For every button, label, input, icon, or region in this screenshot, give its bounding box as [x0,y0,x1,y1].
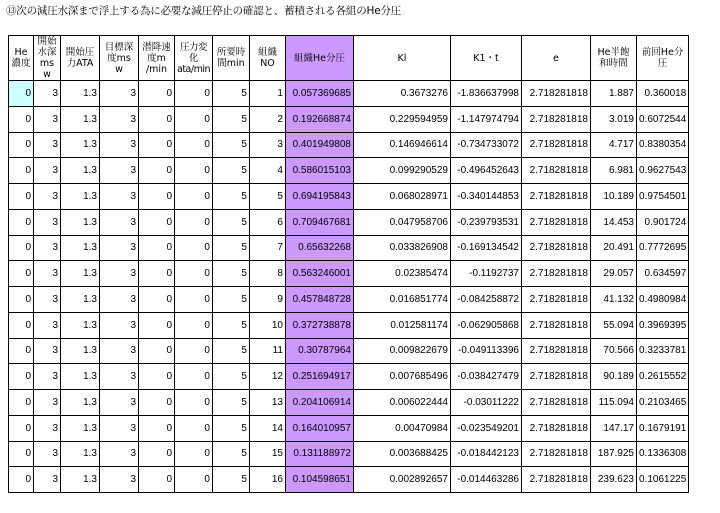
cell-pressure-change[interactable]: 0 [175,287,213,313]
cell-pressure-change[interactable]: 0 [175,364,213,390]
cell-he-concentration[interactable]: 0 [9,184,34,210]
cell-pressure-change[interactable]: 0 [175,312,213,338]
cell-start-pressure[interactable]: 1.3 [61,467,100,493]
cell-e[interactable]: 2.718281818 [521,287,590,313]
cell-descent-rate[interactable]: 0 [139,209,175,235]
cell-tissue-no[interactable]: 3 [249,132,285,158]
cell-he-concentration[interactable]: 0 [9,441,34,467]
cell-target-depth[interactable]: 3 [100,364,139,390]
cell-descent-rate[interactable]: 0 [139,415,175,441]
cell-start-pressure[interactable]: 1.3 [61,158,100,184]
cell-he-half-time[interactable]: 29.057 [590,261,636,287]
cell-descent-rate[interactable]: 0 [139,390,175,416]
cell-pressure-change[interactable]: 0 [175,209,213,235]
cell-he-half-time[interactable]: 147.17 [590,415,636,441]
cell-start-pressure[interactable]: 1.3 [61,209,100,235]
cell-he-half-time[interactable]: 6.981 [590,158,636,184]
cell-required-time[interactable]: 5 [212,132,249,158]
table-row [9,441,689,467]
col-header-start-pressure[interactable]: 開始圧力ATA [61,36,100,81]
cell-tissue-no[interactable]: 14 [249,415,285,441]
cell-tissue-no[interactable]: 15 [249,441,285,467]
cell-start-pressure[interactable]: 1.3 [61,287,100,313]
cell-start-pressure[interactable]: 1.3 [61,364,100,390]
cell-required-time[interactable]: 5 [212,415,249,441]
cell-start-depth[interactable]: 3 [34,467,61,493]
table-row [9,312,689,338]
cell-k1t[interactable]: -0.038427479 [450,364,521,390]
cell-he-concentration[interactable]: 0 [9,158,34,184]
cell-start-pressure[interactable]: 1.3 [61,81,100,107]
cell-k1t[interactable]: -0.340144853 [450,184,521,210]
cell-required-time[interactable]: 5 [212,364,249,390]
cell-he-concentration[interactable]: 0 [9,132,34,158]
cell-target-depth[interactable]: 3 [100,390,139,416]
cell-he-half-time[interactable]: 55.094 [590,312,636,338]
cell-tissue-he-pressure[interactable]: 0.057369685 [285,81,353,107]
cell-target-depth[interactable]: 3 [100,184,139,210]
cell-e[interactable]: 2.718281818 [521,312,590,338]
cell-tissue-no[interactable]: 13 [249,390,285,416]
col-header-tissue-he-pressure[interactable]: 組織He分圧 [285,36,353,81]
cell-k1t[interactable]: -0.049113396 [450,338,521,364]
table-row [9,106,689,132]
cell-start-depth[interactable]: 3 [34,312,61,338]
cell-target-depth[interactable]: 3 [100,81,139,107]
cell-e[interactable]: 2.718281818 [521,209,590,235]
cell-tissue-he-pressure[interactable]: 0.457848728 [285,287,353,313]
cell-e[interactable]: 2.718281818 [521,364,590,390]
cell-required-time[interactable]: 5 [212,441,249,467]
cell-e[interactable]: 2.718281818 [521,184,590,210]
cell-he-half-time[interactable]: 4.717 [590,132,636,158]
cell-start-depth[interactable]: 3 [34,390,61,416]
col-header-required-time[interactable]: 所要時間min [212,36,249,81]
cell-tissue-no[interactable]: 9 [249,287,285,313]
table-row [9,158,689,184]
cell-target-depth[interactable]: 3 [100,261,139,287]
cell-he-concentration[interactable]: 0 [9,467,34,493]
cell-target-depth[interactable]: 3 [100,312,139,338]
cell-previous-he-pressure[interactable]: 0.9627543 [636,158,688,184]
cell-e[interactable]: 2.718281818 [521,441,590,467]
cell-he-concentration[interactable]: 0 [9,287,34,313]
cell-tissue-he-pressure[interactable]: 0.192668874 [285,106,353,132]
cell-he-half-time[interactable]: 14.453 [590,209,636,235]
cell-previous-he-pressure[interactable]: 0.901724 [636,209,688,235]
cell-descent-rate[interactable]: 0 [139,132,175,158]
cell-tissue-he-pressure[interactable]: 0.30787964 [285,338,353,364]
cell-k1t[interactable]: -0.014463286 [450,467,521,493]
table-row [9,364,689,390]
cell-he-concentration[interactable]: 0 [9,261,34,287]
cell-pressure-change[interactable]: 0 [175,261,213,287]
cell-start-pressure[interactable]: 1.3 [61,312,100,338]
table-row [9,390,689,416]
cell-k1[interactable]: 0.003688425 [353,441,450,467]
table-row [9,235,689,261]
cell-descent-rate[interactable]: 0 [139,261,175,287]
cell-e[interactable]: 2.718281818 [521,415,590,441]
cell-k1t[interactable]: -1.836637998 [450,81,521,107]
cell-e[interactable]: 2.718281818 [521,132,590,158]
cell-k1[interactable]: 0.009822679 [353,338,450,364]
cell-start-pressure[interactable]: 1.3 [61,338,100,364]
cell-descent-rate[interactable]: 0 [139,184,175,210]
cell-descent-rate[interactable]: 0 [139,158,175,184]
cell-k1t[interactable]: -0.03011222 [450,390,521,416]
cell-previous-he-pressure[interactable]: 0.3969395 [636,312,688,338]
table-body [9,81,689,493]
cell-he-half-time[interactable]: 187.925 [590,441,636,467]
cell-tissue-he-pressure[interactable]: 0.709467681 [285,209,353,235]
cell-tissue-he-pressure[interactable]: 0.563246001 [285,261,353,287]
col-header-descent-rate[interactable]: 潜降速度m /min [139,36,175,81]
cell-tissue-he-pressure[interactable]: 0.586015103 [285,158,353,184]
table-row [9,184,689,210]
cell-start-depth[interactable]: 3 [34,364,61,390]
cell-tissue-he-pressure[interactable]: 0.251694917 [285,364,353,390]
table-row [9,81,689,107]
cell-target-depth[interactable]: 3 [100,132,139,158]
he-partial-pressure-table [8,35,689,493]
cell-k1t[interactable]: -0.1192737 [450,261,521,287]
cell-previous-he-pressure[interactable]: 0.7772695 [636,235,688,261]
cell-required-time[interactable]: 5 [212,184,249,210]
cell-start-depth[interactable]: 3 [34,158,61,184]
cell-target-depth[interactable]: 3 [100,106,139,132]
cell-pressure-change[interactable]: 0 [175,390,213,416]
cell-k1t[interactable]: -0.169134542 [450,235,521,261]
cell-previous-he-pressure[interactable]: 0.3233781 [636,338,688,364]
cell-e[interactable]: 2.718281818 [521,158,590,184]
cell-k1[interactable]: 0.00470984 [353,415,450,441]
cell-e[interactable]: 2.718281818 [521,81,590,107]
cell-start-depth[interactable]: 3 [34,235,61,261]
cell-pressure-change[interactable]: 0 [175,415,213,441]
cell-start-pressure[interactable]: 1.3 [61,132,100,158]
cell-he-concentration[interactable]: 0 [9,209,34,235]
cell-k1[interactable]: 0.146946614 [353,132,450,158]
cell-start-depth[interactable]: 3 [34,81,61,107]
cell-k1[interactable]: 0.012581174 [353,312,450,338]
cell-target-depth[interactable]: 3 [100,235,139,261]
table-row [9,209,689,235]
cell-descent-rate[interactable]: 0 [139,81,175,107]
cell-start-depth[interactable]: 3 [34,209,61,235]
cell-k1t[interactable]: -0.018442123 [450,441,521,467]
cell-previous-he-pressure[interactable]: 0.6072544 [636,106,688,132]
cell-k1[interactable]: 0.02385474 [353,261,450,287]
cell-start-depth[interactable]: 3 [34,441,61,467]
cell-tissue-he-pressure[interactable]: 0.131188972 [285,441,353,467]
cell-required-time[interactable]: 5 [212,209,249,235]
table-row [9,132,689,158]
col-header-he-half-time[interactable]: He半飽和時間 [590,36,636,81]
cell-pressure-change[interactable]: 0 [175,132,213,158]
cell-he-half-time[interactable]: 3.019 [590,106,636,132]
sheet-title: ⑬次の減圧水深まで浮上する為に必要な減圧停止の確認と、蓄積される各組のHe分圧 [6,5,402,17]
cell-tissue-no[interactable]: 10 [249,312,285,338]
cell-e[interactable]: 2.718281818 [521,338,590,364]
table-row [9,287,689,313]
cell-he-concentration[interactable]: 0 [9,81,34,107]
cell-k1[interactable]: 0.047958706 [353,209,450,235]
cell-previous-he-pressure[interactable]: 0.634597 [636,261,688,287]
cell-start-depth[interactable]: 3 [34,287,61,313]
cell-e[interactable]: 2.718281818 [521,261,590,287]
cell-k1[interactable]: 0.3673276 [353,81,450,107]
cell-he-concentration[interactable]: 0 [9,106,34,132]
cell-k1[interactable]: 0.002892657 [353,467,450,493]
col-header-he-concentration[interactable]: He濃度 [9,36,34,81]
cell-tissue-he-pressure[interactable]: 0.204106914 [285,390,353,416]
cell-he-concentration[interactable]: 0 [9,390,34,416]
cell-tissue-no[interactable]: 4 [249,158,285,184]
cell-required-time[interactable]: 5 [212,235,249,261]
cell-start-pressure[interactable]: 1.3 [61,235,100,261]
cell-pressure-change[interactable]: 0 [175,81,213,107]
cell-tissue-no[interactable]: 1 [249,81,285,107]
col-header-target-depth[interactable]: 目標深度ms w [100,36,139,81]
cell-previous-he-pressure[interactable]: 0.1336308 [636,441,688,467]
cell-e[interactable]: 2.718281818 [521,390,590,416]
cell-k1t[interactable]: -0.496452643 [450,158,521,184]
cell-k1t[interactable]: -1.147974794 [450,106,521,132]
cell-required-time[interactable]: 5 [212,467,249,493]
cell-start-depth[interactable]: 3 [34,261,61,287]
cell-k1t[interactable]: -0.734733072 [450,132,521,158]
cell-he-concentration[interactable]: 0 [9,312,34,338]
col-header-previous-he-pressure[interactable]: 前回He分圧 [636,36,688,81]
cell-previous-he-pressure[interactable]: 0.9754501 [636,184,688,210]
cell-required-time[interactable]: 5 [212,287,249,313]
cell-he-half-time[interactable]: 1.887 [590,81,636,107]
cell-tissue-no[interactable]: 11 [249,338,285,364]
cell-previous-he-pressure[interactable]: 0.8380354 [636,132,688,158]
cell-tissue-he-pressure[interactable]: 0.164010957 [285,415,353,441]
cell-descent-rate[interactable]: 0 [139,467,175,493]
cell-he-half-time[interactable]: 90.189 [590,364,636,390]
table-row [9,261,689,287]
cell-descent-rate[interactable]: 0 [139,364,175,390]
cell-required-time[interactable]: 5 [212,106,249,132]
col-header-e[interactable]: e [521,36,590,81]
cell-target-depth[interactable]: 3 [100,441,139,467]
cell-tissue-no[interactable]: 5 [249,184,285,210]
cell-start-pressure[interactable]: 1.3 [61,415,100,441]
cell-descent-rate[interactable]: 0 [139,338,175,364]
cell-descent-rate[interactable]: 0 [139,106,175,132]
cell-k1t[interactable]: -0.084258872 [450,287,521,313]
cell-descent-rate[interactable]: 0 [139,235,175,261]
cell-target-depth[interactable]: 3 [100,338,139,364]
cell-pressure-change[interactable]: 0 [175,106,213,132]
cell-target-depth[interactable]: 3 [100,415,139,441]
cell-start-pressure[interactable]: 1.3 [61,261,100,287]
cell-descent-rate[interactable]: 0 [139,441,175,467]
table-row [9,338,689,364]
cell-he-concentration[interactable]: 0 [9,338,34,364]
col-header-tissue-no[interactable]: 組織NO [249,36,285,81]
cell-he-concentration[interactable]: 0 [9,364,34,390]
cell-start-depth[interactable]: 3 [34,415,61,441]
cell-previous-he-pressure[interactable]: 0.2103465 [636,390,688,416]
header-row [9,36,689,81]
cell-e[interactable]: 2.718281818 [521,467,590,493]
cell-k1t[interactable]: -0.239793531 [450,209,521,235]
cell-start-depth[interactable]: 3 [34,184,61,210]
cell-pressure-change[interactable]: 0 [175,338,213,364]
cell-he-concentration[interactable]: 0 [9,235,34,261]
col-header-k1t[interactable]: K1・t [450,36,521,81]
cell-target-depth[interactable]: 3 [100,209,139,235]
cell-tissue-no[interactable]: 12 [249,364,285,390]
cell-k1[interactable]: 0.006022444 [353,390,450,416]
cell-tissue-he-pressure[interactable]: 0.372738878 [285,312,353,338]
table-row [9,467,689,493]
col-header-pressure-change[interactable]: 圧力変化 ata/min [175,36,213,81]
cell-start-depth[interactable]: 3 [34,132,61,158]
cell-start-pressure[interactable]: 1.3 [61,390,100,416]
cell-he-half-time[interactable]: 239.623 [590,467,636,493]
cell-he-concentration[interactable]: 0 [9,415,34,441]
cell-tissue-no[interactable]: 6 [249,209,285,235]
cell-he-half-time[interactable]: 41.132 [590,287,636,313]
cell-e[interactable]: 2.718281818 [521,235,590,261]
cell-target-depth[interactable]: 3 [100,467,139,493]
cell-k1[interactable]: 0.033826908 [353,235,450,261]
cell-required-time[interactable]: 5 [212,261,249,287]
cell-tissue-he-pressure[interactable]: 0.694195843 [285,184,353,210]
cell-k1[interactable]: 0.099290529 [353,158,450,184]
cell-k1[interactable]: 0.068028971 [353,184,450,210]
cell-pressure-change[interactable]: 0 [175,158,213,184]
cell-required-time[interactable]: 5 [212,312,249,338]
cell-he-half-time[interactable]: 20.491 [590,235,636,261]
cell-he-half-time[interactable]: 70.566 [590,338,636,364]
cell-previous-he-pressure[interactable]: 0.2615552 [636,364,688,390]
cell-start-depth[interactable]: 3 [34,338,61,364]
cell-descent-rate[interactable]: 0 [139,287,175,313]
cell-required-time[interactable]: 5 [212,158,249,184]
cell-target-depth[interactable]: 3 [100,158,139,184]
cell-descent-rate[interactable]: 0 [139,312,175,338]
cell-pressure-change[interactable]: 0 [175,467,213,493]
cell-k1t[interactable]: -0.062905868 [450,312,521,338]
cell-required-time[interactable]: 5 [212,338,249,364]
cell-previous-he-pressure[interactable]: 0.1679191 [636,415,688,441]
cell-previous-he-pressure[interactable]: 0.1061225 [636,467,688,493]
cell-k1[interactable]: 0.229594959 [353,106,450,132]
cell-tissue-no[interactable]: 8 [249,261,285,287]
table-row [9,415,689,441]
cell-pressure-change[interactable]: 0 [175,441,213,467]
cell-required-time[interactable]: 5 [212,390,249,416]
cell-previous-he-pressure[interactable]: 0.360018 [636,81,688,107]
cell-e[interactable]: 2.718281818 [521,106,590,132]
cell-previous-he-pressure[interactable]: 0.4980984 [636,287,688,313]
cell-start-pressure[interactable]: 1.3 [61,441,100,467]
col-header-start-depth[interactable]: 開始水深ms w [34,36,61,81]
cell-tissue-he-pressure[interactable]: 0.401949808 [285,132,353,158]
cell-he-half-time[interactable]: 115.094 [590,390,636,416]
cell-tissue-he-pressure[interactable]: 0.104598651 [285,467,353,493]
cell-tissue-no[interactable]: 16 [249,467,285,493]
cell-tissue-no[interactable]: 7 [249,235,285,261]
col-header-k1[interactable]: Kl [353,36,450,81]
cell-pressure-change[interactable]: 0 [175,184,213,210]
cell-tissue-no[interactable]: 2 [249,106,285,132]
cell-pressure-change[interactable]: 0 [175,235,213,261]
cell-k1t[interactable]: -0.023549201 [450,415,521,441]
cell-required-time[interactable]: 5 [212,81,249,107]
cell-start-depth[interactable]: 3 [34,106,61,132]
cell-start-pressure[interactable]: 1.3 [61,184,100,210]
cell-k1[interactable]: 0.016851774 [353,287,450,313]
cell-k1[interactable]: 0.007685496 [353,364,450,390]
cell-he-half-time[interactable]: 10.189 [590,184,636,210]
cell-target-depth[interactable]: 3 [100,287,139,313]
cell-start-pressure[interactable]: 1.3 [61,106,100,132]
cell-tissue-he-pressure[interactable]: 0.65632268 [285,235,353,261]
